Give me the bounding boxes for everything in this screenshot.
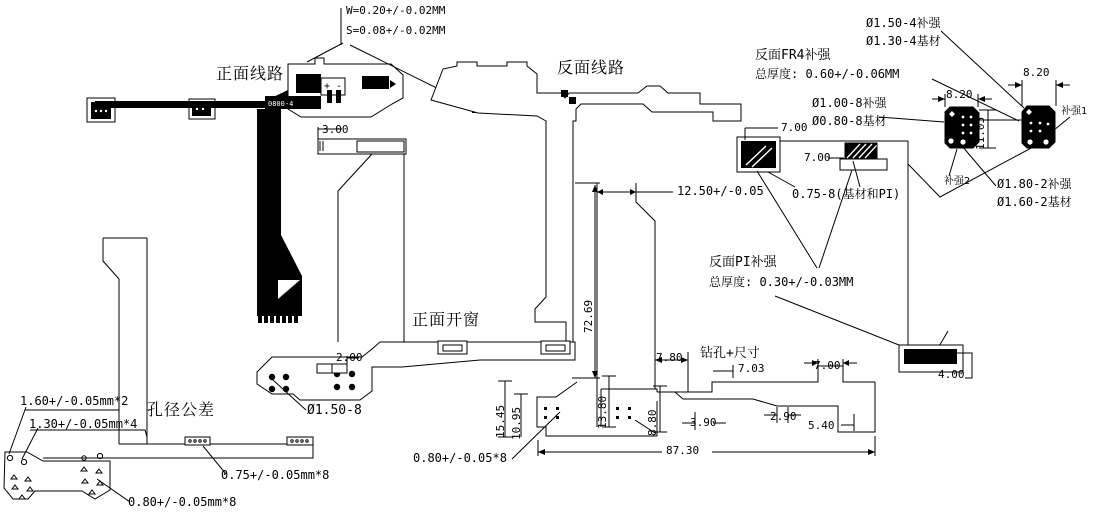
front-window-shape: [257, 341, 575, 410]
dim-7-03: 7.03: [738, 362, 765, 375]
stiffener-2-label: 补强2: [944, 176, 971, 187]
dim-72-69: [572, 183, 600, 378]
tolerance-0-80-b: 0.80+/-0.05*8: [413, 451, 507, 465]
tolerance-1-30: 1.30+/-0.05mm*4: [29, 417, 138, 431]
dim-7-00-b: 7.00: [804, 151, 831, 164]
fr4-title: 反面FR4补强: [755, 48, 831, 63]
dim-3-00: 3.00: [322, 123, 349, 136]
fr4-hole-spec-1: Ø1.50-4补强: [866, 16, 941, 30]
fr4-hole-spec-3: Ø1.00-8补强: [812, 96, 887, 110]
front-circuit-outline: [87, 58, 403, 323]
hole-tolerance-title: 孔径公差: [147, 400, 216, 419]
pi-stiffener-group: [737, 128, 972, 378]
dim-2-00: 2.00: [336, 351, 363, 364]
back-circuit-title: 反面线路: [557, 58, 626, 77]
dim-8-80: 8.80: [646, 409, 659, 436]
pi-thickness: 总厚度: 0.30+/-0.03MM: [709, 275, 854, 289]
tolerance-1-60: 1.60+/-0.05mm*2: [20, 394, 129, 408]
dim-2-90: 2.90: [770, 410, 797, 423]
front-window-title: 正面开窗: [412, 310, 481, 329]
trace-space-spec: S=0.08+/-0.02MM: [346, 24, 446, 37]
fr4-hole-spec-5: Ø1.80-2补强: [997, 177, 1072, 191]
tolerance-0-75: 0.75+/-0.05mm*8: [221, 468, 330, 482]
dim-7-00-a: 7.00: [781, 121, 808, 134]
pi-title: 反面PI补强: [709, 255, 777, 270]
fr4-hole-spec-6: Ø1.60-2基材: [997, 195, 1072, 209]
fr4-hole-spec-2: Ø1.30-4基材: [866, 34, 941, 48]
dim-15-45: 15.45: [494, 404, 507, 438]
dim-10-95: 10.95: [510, 406, 523, 440]
pi-hole-spec: 0.75-8(基材和PI): [792, 187, 901, 201]
drill-size-title: 钻孔+尺寸: [700, 346, 760, 361]
trace-width-spec: W=0.20+/-0.02MM: [346, 4, 446, 17]
stiffener-bar-3mm: [318, 127, 406, 342]
tolerance-0-80-a: 0.80+/-0.05mm*8: [128, 495, 237, 509]
fr4-thickness: 总厚度: 0.60+/-0.06MM: [755, 67, 900, 81]
dim-13-80: 13.80: [596, 395, 609, 429]
dim-8-20-a: 8.20: [946, 88, 973, 101]
dim-7-80: 7.80: [656, 351, 683, 364]
dim-4-00: 4.00: [938, 368, 965, 381]
hole-callout-1-50-8: Ø1.50-8: [307, 403, 362, 418]
stiffener-1-label: 补强1: [1061, 106, 1088, 117]
board-marking: 0800-4: [268, 100, 294, 108]
dim-3-90: 3.90: [690, 416, 717, 429]
fr4-hole-spec-4: Ø0.80-8基材: [812, 114, 887, 128]
dim-5-40: 5.40: [808, 419, 835, 432]
dim-87-30: 87.30: [666, 444, 700, 457]
dim-7-00-c: 7.00: [814, 359, 841, 372]
polarity-marking: + -: [324, 81, 343, 92]
dim-72-69: 72.69: [582, 299, 595, 333]
front-circuit-title: 正面线路: [216, 64, 285, 83]
dim-12-50: 12.50+/-0.05: [677, 184, 764, 198]
dim-11-05: 11.05: [974, 116, 987, 150]
dim-8-20-b: 8.20: [1023, 66, 1050, 79]
